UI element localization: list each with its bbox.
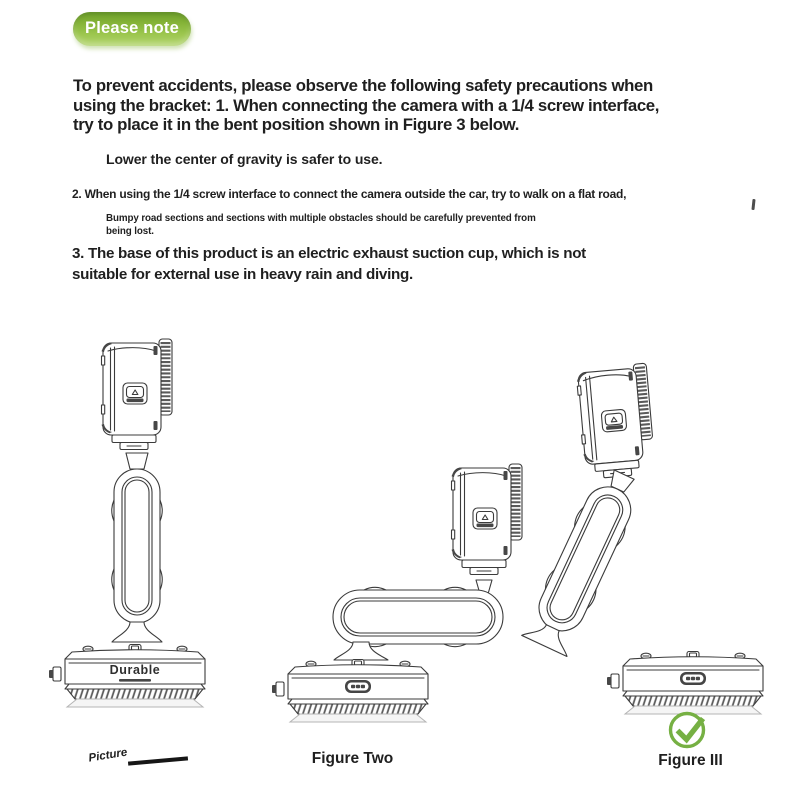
figure-one-illustration — [55, 333, 255, 723]
note-paragraph-1-line-2: using the bracket: 1. When connecting the camera with a 1/4 screw interface, — [73, 95, 660, 115]
base-dash — [119, 679, 151, 682]
note-paragraph-1-line-1: To prevent accidents, please observe the following safety precautions when — [73, 76, 653, 95]
note-paragraph-5 — [72, 244, 586, 285]
durable-label: Durable — [109, 663, 161, 677]
check-icon — [671, 714, 704, 747]
arm-drawing — [112, 453, 163, 642]
figure-two-illustration — [278, 458, 528, 730]
camera-drawing — [452, 464, 523, 575]
caption-strike-line — [128, 756, 188, 765]
usb-port-icon — [680, 672, 706, 685]
usb-port-icon — [345, 680, 371, 693]
please-note-badge — [73, 12, 191, 46]
note-paragraph-2: Lower the center of gravity is safer to use. — [106, 151, 383, 167]
note-paragraph-1-line-3: try to place it in the bent position shown in Figure 3 below. — [73, 115, 520, 135]
note-paragraph-5-line-2: suitable for external use in heavy rain and diving. — [72, 265, 413, 283]
note-paragraph-5-line-1: 3. The base of this product is an electric exhaust suction cup, which is not — [72, 245, 586, 262]
camera-drawing — [576, 363, 656, 479]
caption-figure-two: Figure Two — [311, 750, 394, 767]
note-paragraph-4 — [106, 213, 536, 238]
please-note-label: Please note — [85, 19, 179, 37]
note-paragraph-1 — [73, 76, 659, 135]
stray-ink-mark — [751, 199, 755, 210]
figure-three-illustration — [572, 362, 784, 764]
note-paragraph-4-line-2: being lost. — [106, 225, 154, 237]
caption-figure-one: Picture — [87, 746, 129, 765]
note-paragraph-3: 2. When using the 1/4 screw interface to connect the camera outside the car, try to walk on a flat road, — [72, 187, 627, 201]
caption-figure-three: Figure III — [658, 752, 723, 769]
camera-drawing — [102, 339, 173, 450]
note-paragraph-4-line-1: Bumpy road sections and sections with multiple obstacles should be carefully prevented from — [106, 213, 536, 224]
arm-drawing — [521, 464, 647, 657]
arm-drawing — [333, 587, 503, 660]
